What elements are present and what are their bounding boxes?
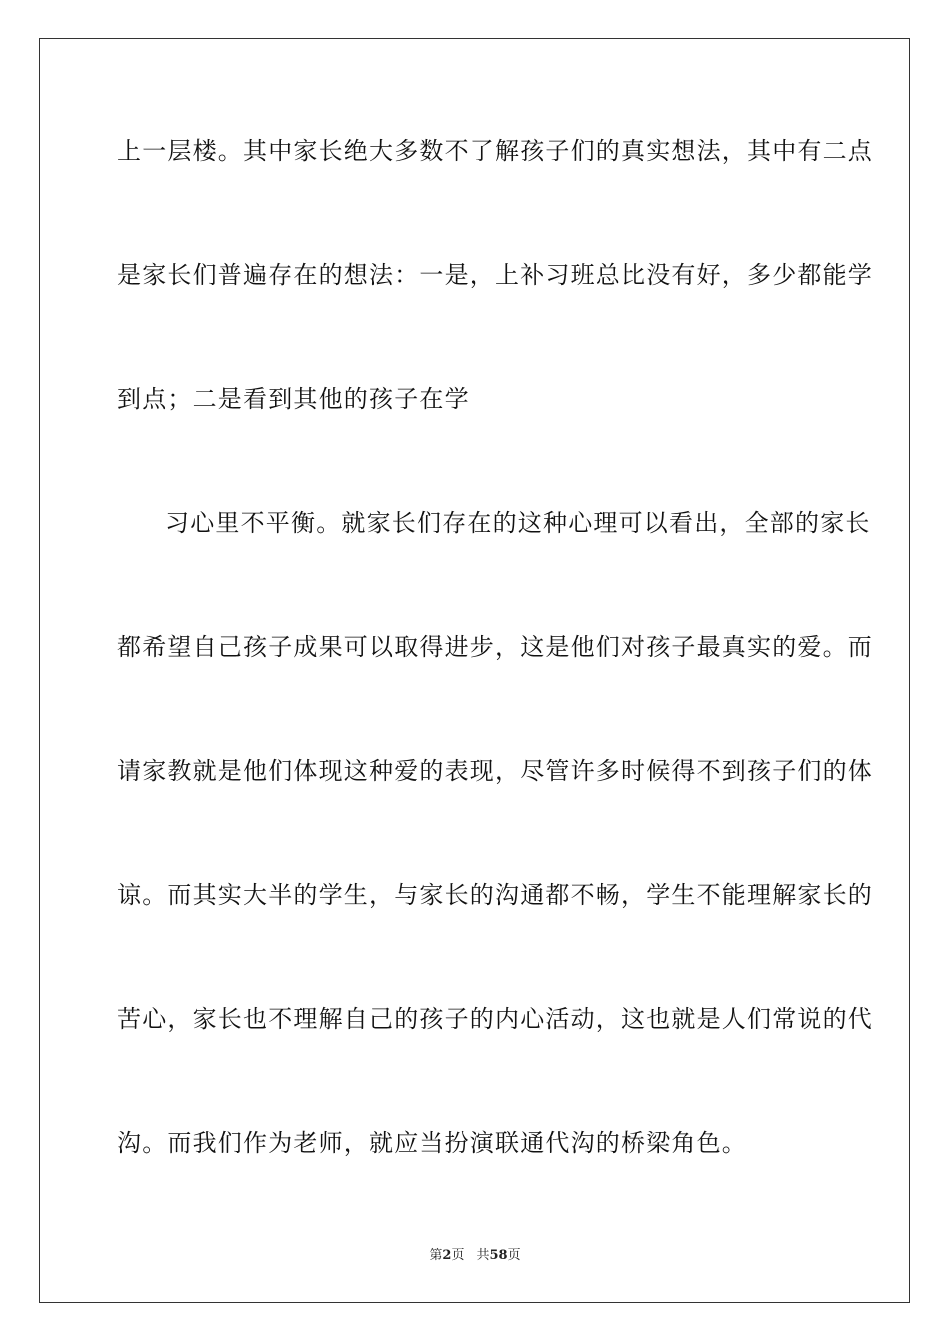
body-text-line: 苦心，家长也不理解自己的孩子的内心活动，这也就是人们常说的代: [117, 1005, 873, 1033]
body-text-line-indented: 习心里不平衡。就家长们存在的这种心理可以看出，全部的家长: [165, 509, 871, 537]
page-prefix: 第: [429, 1248, 443, 1263]
total-suffix: 页: [507, 1248, 521, 1263]
body-text-line: 上一层楼。其中家长绝大多数不了解孩子们的真实想法，其中有二点: [117, 137, 873, 165]
body-text-line: 请家教就是他们体现这种爱的表现，尽管许多时候得不到孩子们的体: [117, 757, 873, 785]
page-footer: [0, 1247, 950, 1265]
page-number: 2: [442, 1248, 452, 1263]
total-pages: 58: [489, 1248, 508, 1263]
body-text-line: 是家长们普遍存在的想法：一是，上补习班总比没有好，多少都能学: [117, 261, 873, 289]
total-prefix: 共: [476, 1248, 490, 1263]
body-text-line: 到点；二是看到其他的孩子在学: [117, 385, 470, 413]
body-text-line: 都希望自己孩子成果可以取得进步，这是他们对孩子最真实的爱。而: [117, 633, 873, 661]
page-border: [39, 38, 910, 1303]
body-text-line: 谅。而其实大半的学生，与家长的沟通都不畅，学生不能理解家长的: [117, 881, 873, 909]
page-suffix: 页: [451, 1248, 465, 1263]
body-text-line: 沟。而我们作为老师，就应当扮演联通代沟的桥梁角色。: [117, 1129, 747, 1157]
